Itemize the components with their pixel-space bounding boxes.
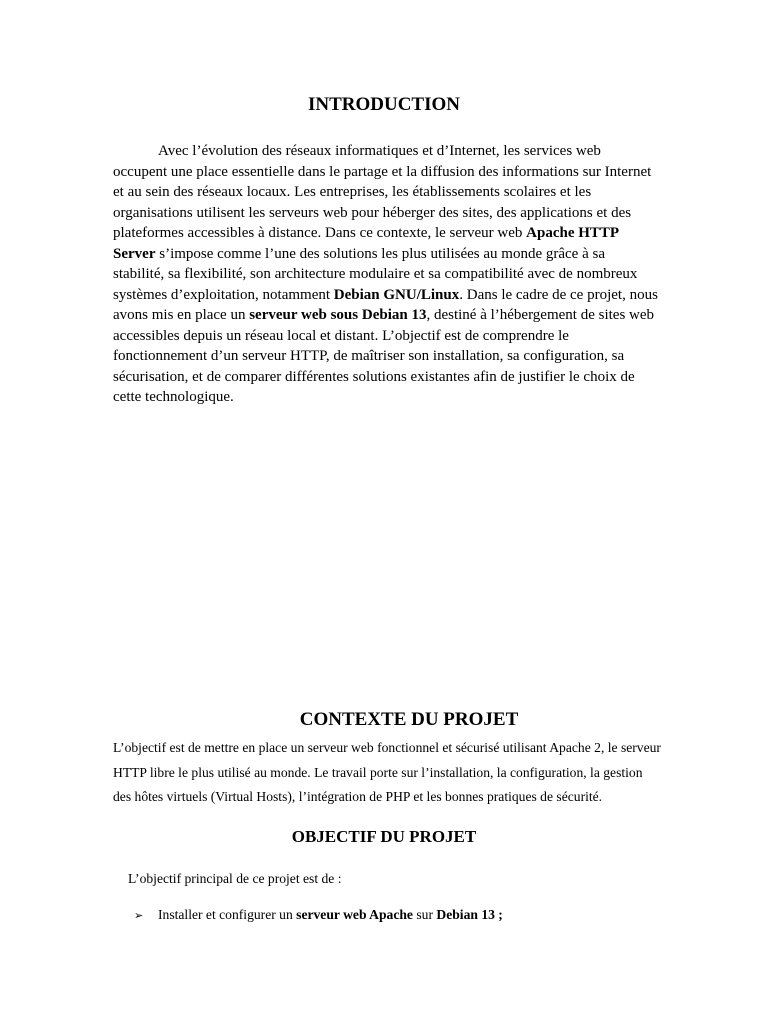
intro-bold-apache: Apache HTTP Server: [113, 225, 619, 262]
objectif-heading: OBJECTIF DU PROJET: [291, 827, 477, 846]
objectif-intro-text: L’objectif principal de ce projet est de :: [128, 871, 342, 886]
introduction-paragraph: [113, 141, 658, 408]
introduction-heading: INTRODUCTION: [307, 94, 461, 115]
intro-bold-debian: Debian GNU/Linux: [333, 286, 460, 303]
intro-text-2: s’impose comme l’une des solutions les plus utilisées au monde grâce à sa stabilité, sa flexibilité, son architecture modulaire et sa compatibilité avec de nombreux systèmes d’exploitation, notamment: [113, 245, 638, 303]
intro-text-3: . Dans le cadre de ce projet, nous avons mis en place un: [113, 286, 658, 323]
contexte-heading: CONTEXTE DU PROJET: [299, 709, 519, 730]
arrowhead-bullet-icon: ➢: [134, 910, 144, 922]
objectif-item-text: Installer et configurer un serveur web Apache sur Debian 13 ;: [158, 907, 503, 922]
intro-bold-server: serveur web sous Debian 13: [249, 307, 427, 323]
contexte-paragraph: L’objectif est de mettre en place un serveur web fonctionnel et sécurisé utilisant Apache 2, le serveur HTTP libre le plus utilisé au monde. Le travail porte sur l’installation, la configuration, la gestion des hôtes virtuels (Virtual Hosts), l’intégration de PHP et les bonnes pratiques de sécurité.: [113, 740, 661, 804]
objectif-list-item: [134, 905, 503, 926]
intro-text-1: Avec l’évolution des réseaux informatiques et d’Internet, les services web occupent une place essentielle dans le partage et la diffusion des informations sur Internet et au sein des réseaux locaux. Les entreprises, les établissements scolaires et les organisations utilisent les serveurs web pour héberger des sites, des applications et des plateformes accessibles à distance. Dans ce contexte, le serveur web: [113, 143, 652, 241]
intro-text-4: , destiné à l’hébergement de sites web accessibles depuis un réseau local et distant. L’objectif est de comprendre le fonctionnement d’un serveur HTTP, de maîtriser son installation, sa configuration, sa sécurisation, et de comparer différentes solutions existantes afin de justifier le choix de cette technologique.: [113, 307, 655, 405]
